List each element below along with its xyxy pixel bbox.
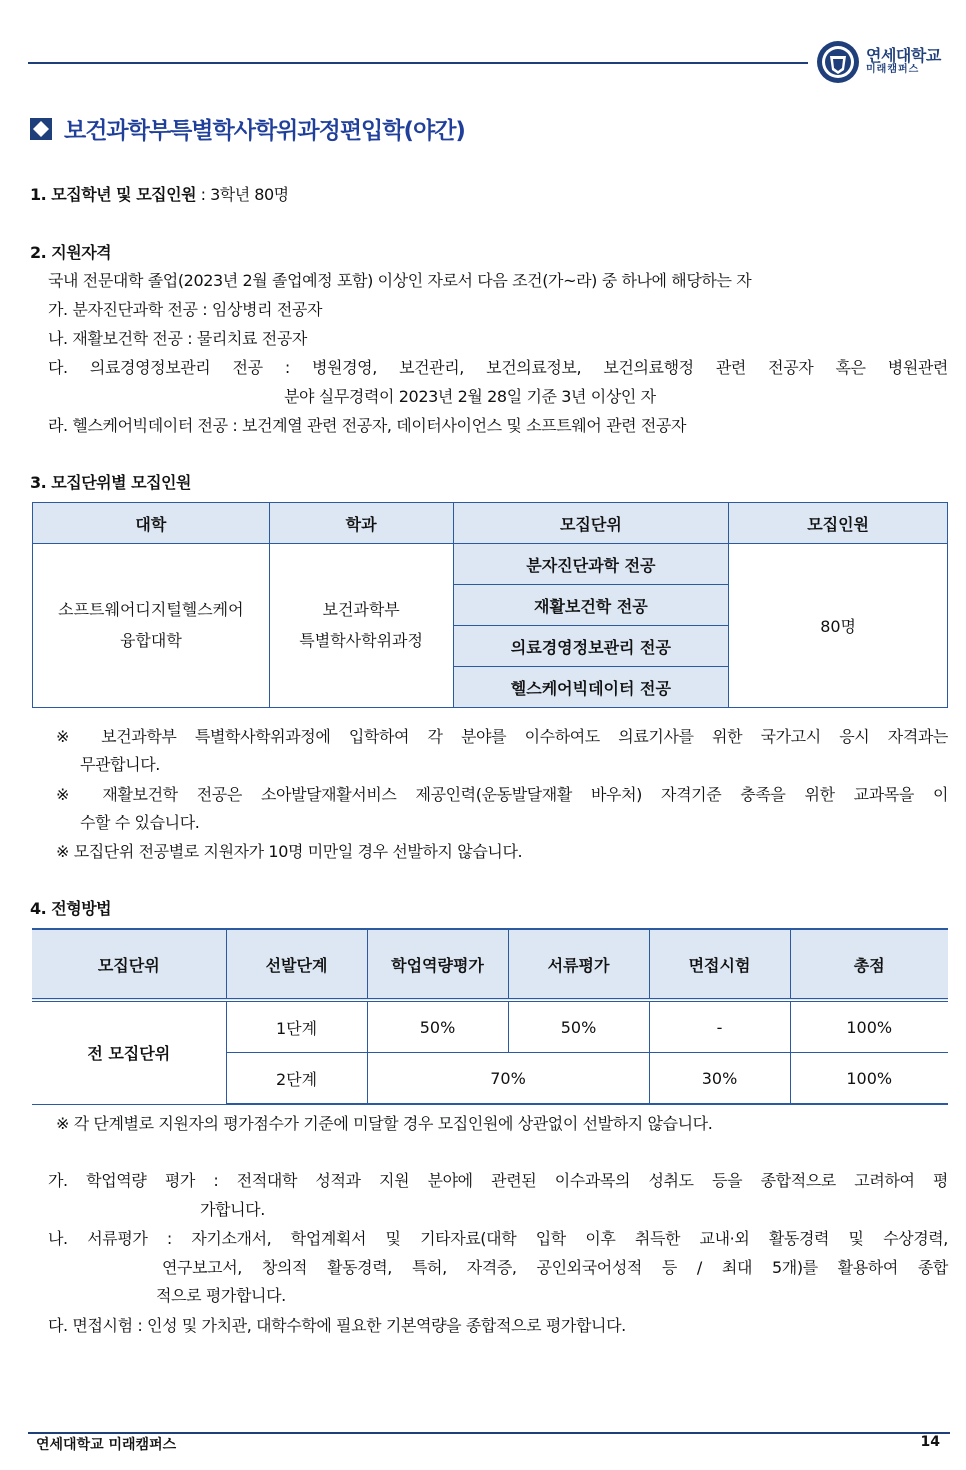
header-academic: 학업역량평가 (367, 929, 508, 1000)
university-logo (816, 40, 941, 84)
note-3: ※ 모집단위 전공별로 지원자가 10명 미만일 경우 선발하지 않습니다. (56, 842, 523, 861)
interview-cell: - (649, 1000, 790, 1053)
header-document: 서류평가 (508, 929, 649, 1000)
method-da: 다. 면접시험 : 인성 및 가치관, 대학수학에 필요한 기본역량을 종합적으로 평가합니다. (48, 1316, 626, 1335)
method-na-line1: 나. 서류평가 : 자기소개서, 학업계획서 및 기타자료(대학 입학 이후 취득한 교내·외 활동경력 및 수상경력, (48, 1229, 948, 1248)
eligibility-na: 나. 재활보건학 전공 : 물리치료 전공자 (48, 329, 307, 348)
logo-main-text: 연세대학교 (866, 46, 941, 66)
college-name-line2: 융합대학 (119, 630, 182, 650)
method-na-line3: 적으로 평가합니다. (156, 1286, 286, 1305)
header-unit: 모집단위 (32, 929, 226, 1000)
table-row (32, 1000, 948, 1053)
eligibility-ra: 라. 헬스케어빅데이터 전공 : 보건계열 관련 전공자, 데이터사이언스 및 소프트웨어 관련 전공자 (48, 416, 687, 435)
method-na-line2: 연구보고서, 창의적 활동경력, 특허, 자격증, 공인외국어성적 등 / 최대 5개)를 활용하여 종합 (162, 1258, 948, 1277)
header-total: 총점 (790, 929, 948, 1000)
header-rule (28, 62, 808, 64)
header-quota: 모집인원 (729, 503, 948, 544)
quota-table-header (33, 503, 948, 544)
note-1-line1: ※ 보건과학부 특별학사학위과정에 입학하여 각 분야를 이수하여도 의료기사를 위한 국가고시 응시 자격과는 (56, 727, 948, 746)
selection-note: ※ 각 단계별로 지원자의 평가점수가 기준에 미달할 경우 모집인원에 상관없이 선발하지 않습니다. (56, 1114, 713, 1133)
header-stage: 선발단계 (226, 929, 367, 1000)
unit-cell: 전 모집단위 (32, 1000, 226, 1104)
academic-cell: 50% (367, 1000, 508, 1053)
eligibility-da-line2: 분야 실무경력이 2023년 2월 28일 기준 3년 이상인 자 (284, 387, 656, 406)
academic-document-cell: 70% (367, 1053, 649, 1105)
section-2-heading: 2. 지원자격 (30, 243, 112, 262)
table-row (33, 544, 948, 585)
page-number: 14 (920, 1434, 940, 1450)
stage-cell: 2단계 (226, 1053, 367, 1105)
page-title: 보건과학부특별학사학위과정편입학(야간) (64, 118, 465, 144)
selection-table (32, 928, 948, 1105)
eligibility-intro: 국내 전문대학 졸업(2023년 2월 졸업예정 포함) 이상인 자로서 다음 조건(가~라) 중 하나에 해당하는 자 (48, 271, 752, 290)
stage-cell: 1단계 (226, 1000, 367, 1053)
unit-cell: 의료경영정보관리 전공 (453, 626, 729, 667)
header-department: 학과 (269, 503, 453, 544)
section-1-heading (30, 182, 289, 205)
unit-cell: 분자진단과학 전공 (453, 544, 729, 585)
footer-university: 연세대학교 미래캠퍼스 (36, 1437, 177, 1453)
unit-cell: 헬스케어빅데이터 전공 (453, 667, 729, 708)
header-college: 대학 (33, 503, 270, 544)
department-cell (269, 544, 453, 708)
section-1-separator: : (196, 185, 211, 204)
note-2-line1: ※ 재활보건학 전공은 소아발달재활서비스 제공인력(운동발달재활 바우처) 자격기준 충족을 위한 교과목을 이 (56, 785, 948, 804)
section-4-heading: 4. 전형방법 (30, 899, 112, 918)
quota-table (32, 502, 948, 708)
department-name-line1: 보건과학부 (322, 600, 400, 620)
method-ga-line1: 가. 학업역량 평가 : 전적대학 성적과 지원 분야에 관련된 이수과목의 성취도 등을 종합적으로 고려하여 평 (48, 1171, 948, 1190)
header-interview: 면접시험 (649, 929, 790, 1000)
total-cell: 100% (790, 1000, 948, 1053)
note-1-line2: 무관합니다. (80, 755, 160, 774)
department-name-line2: 특별학사학위과정 (299, 630, 423, 650)
total-cell: 100% (790, 1053, 948, 1105)
note-2-line2: 수할 수 있습니다. (80, 813, 200, 832)
eligibility-da-line1: 다. 의료경영정보관리 전공 : 병원경영, 보건관리, 보건의료정보, 보건의료행정 관련 전공자 혹은 병원관련 (48, 358, 948, 377)
unit-cell: 재활보건학 전공 (453, 585, 729, 626)
logo-sub-text: 미래캠퍼스 (866, 64, 920, 76)
document-cell: 50% (508, 1000, 649, 1053)
section-3-heading: 3. 모집단위별 모집인원 (30, 473, 191, 492)
university-emblem-icon (816, 40, 860, 84)
interview-cell: 30% (649, 1053, 790, 1105)
diamond-bullet-icon (30, 118, 52, 140)
eligibility-ga: 가. 분자진단과학 전공 : 임상병리 전공자 (48, 300, 323, 319)
section-1-label: 1. 모집학년 및 모집인원 (30, 185, 197, 204)
college-cell (33, 544, 270, 708)
college-name-line1: 소프트웨어디지털헬스케어 (58, 600, 244, 620)
method-ga-line2: 가합니다. (200, 1200, 265, 1219)
header-unit: 모집단위 (453, 503, 729, 544)
quota-cell: 80명 (729, 544, 948, 708)
section-title-row (30, 112, 465, 145)
selection-table-header (32, 929, 948, 1000)
section-1-value: 3학년 80명 (210, 185, 289, 204)
